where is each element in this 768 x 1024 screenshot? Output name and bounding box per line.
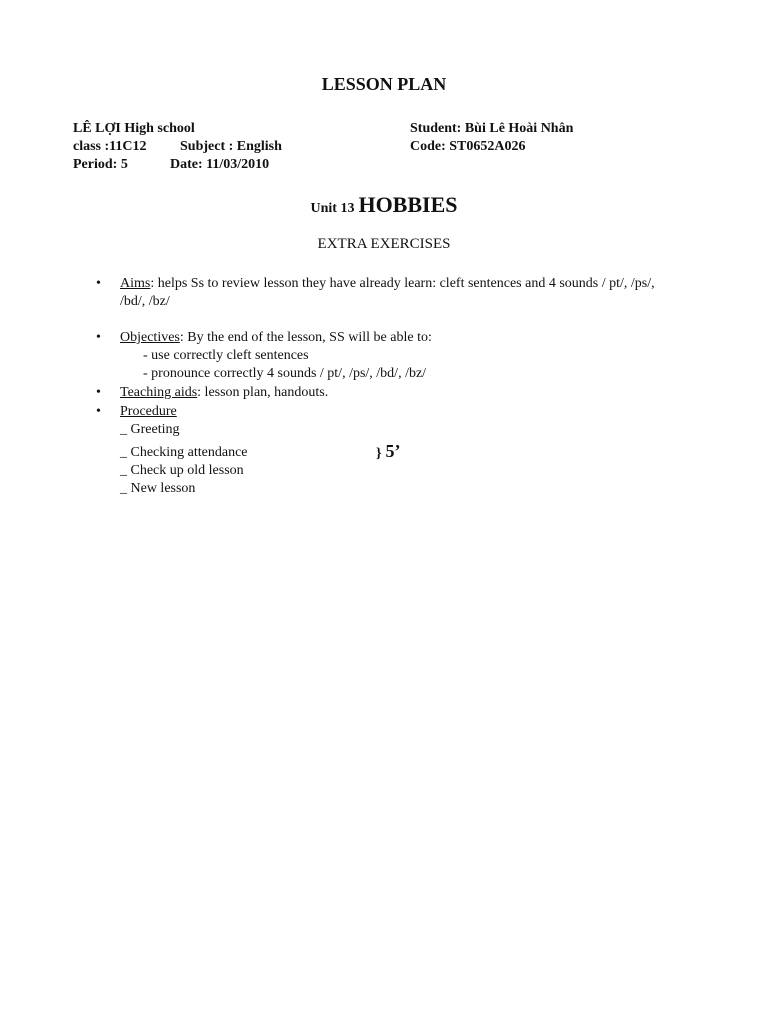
bullet-dot: • (96, 330, 101, 345)
procedure-label: Procedure (120, 404, 177, 419)
student-name: Student: Bùi Lê Hoài Nhân (410, 121, 574, 136)
unit-number: Unit 13 (310, 201, 355, 216)
unit-heading (0, 192, 768, 218)
teaching-aids-label: Teaching aids (120, 385, 198, 400)
brace-symbol: } (376, 446, 382, 461)
procedure-step: _ Greeting (120, 422, 180, 437)
procedure-step: _ Check up old lesson (120, 463, 244, 478)
objectives-label: Objectives (120, 330, 180, 345)
objectives-text: : By the end of the lesson, SS will be able to: (179, 330, 432, 345)
bullet-dot: • (96, 385, 101, 400)
subject-info: Subject : English (180, 139, 282, 154)
aims-label: Aims (120, 276, 151, 291)
procedure-step: _ New lesson (120, 481, 196, 496)
objectives-item (120, 329, 680, 347)
aims-text: : helps Ss to review lesson they have already learn: cleft sentences and 4 sounds / pt/, /ps/, /bd/, /bz/ (120, 276, 655, 309)
procedure-step: _ Checking attendance (120, 445, 248, 460)
section-subtitle: EXTRA EXERCISES (317, 236, 451, 252)
teaching-aids-item (120, 384, 680, 402)
objective-item-1: - use correctly cleft sentences (143, 348, 309, 363)
date-info: Date: 11/03/2010 (170, 157, 270, 172)
page-title: LESSON PLAN (321, 74, 447, 94)
procedure-item (120, 403, 680, 421)
school-name: LÊ LỢI High school (73, 121, 195, 136)
objective-item-2: - pronounce correctly 4 sounds / pt/, /ps/, /bd/, /bz/ (143, 366, 427, 381)
student-code: Code: ST0652A026 (410, 139, 526, 154)
time-duration: 5’ (385, 441, 401, 461)
teaching-aids-text: : lesson plan, handouts. (197, 385, 329, 400)
bullet-dot: • (96, 276, 101, 291)
unit-title: HOBBIES (358, 192, 458, 217)
time-brace (376, 441, 401, 462)
class-info: class :11C12 (73, 139, 147, 154)
period-info: Period: 5 (73, 157, 128, 172)
bullet-dot: • (96, 404, 101, 419)
aims-item (120, 275, 680, 311)
